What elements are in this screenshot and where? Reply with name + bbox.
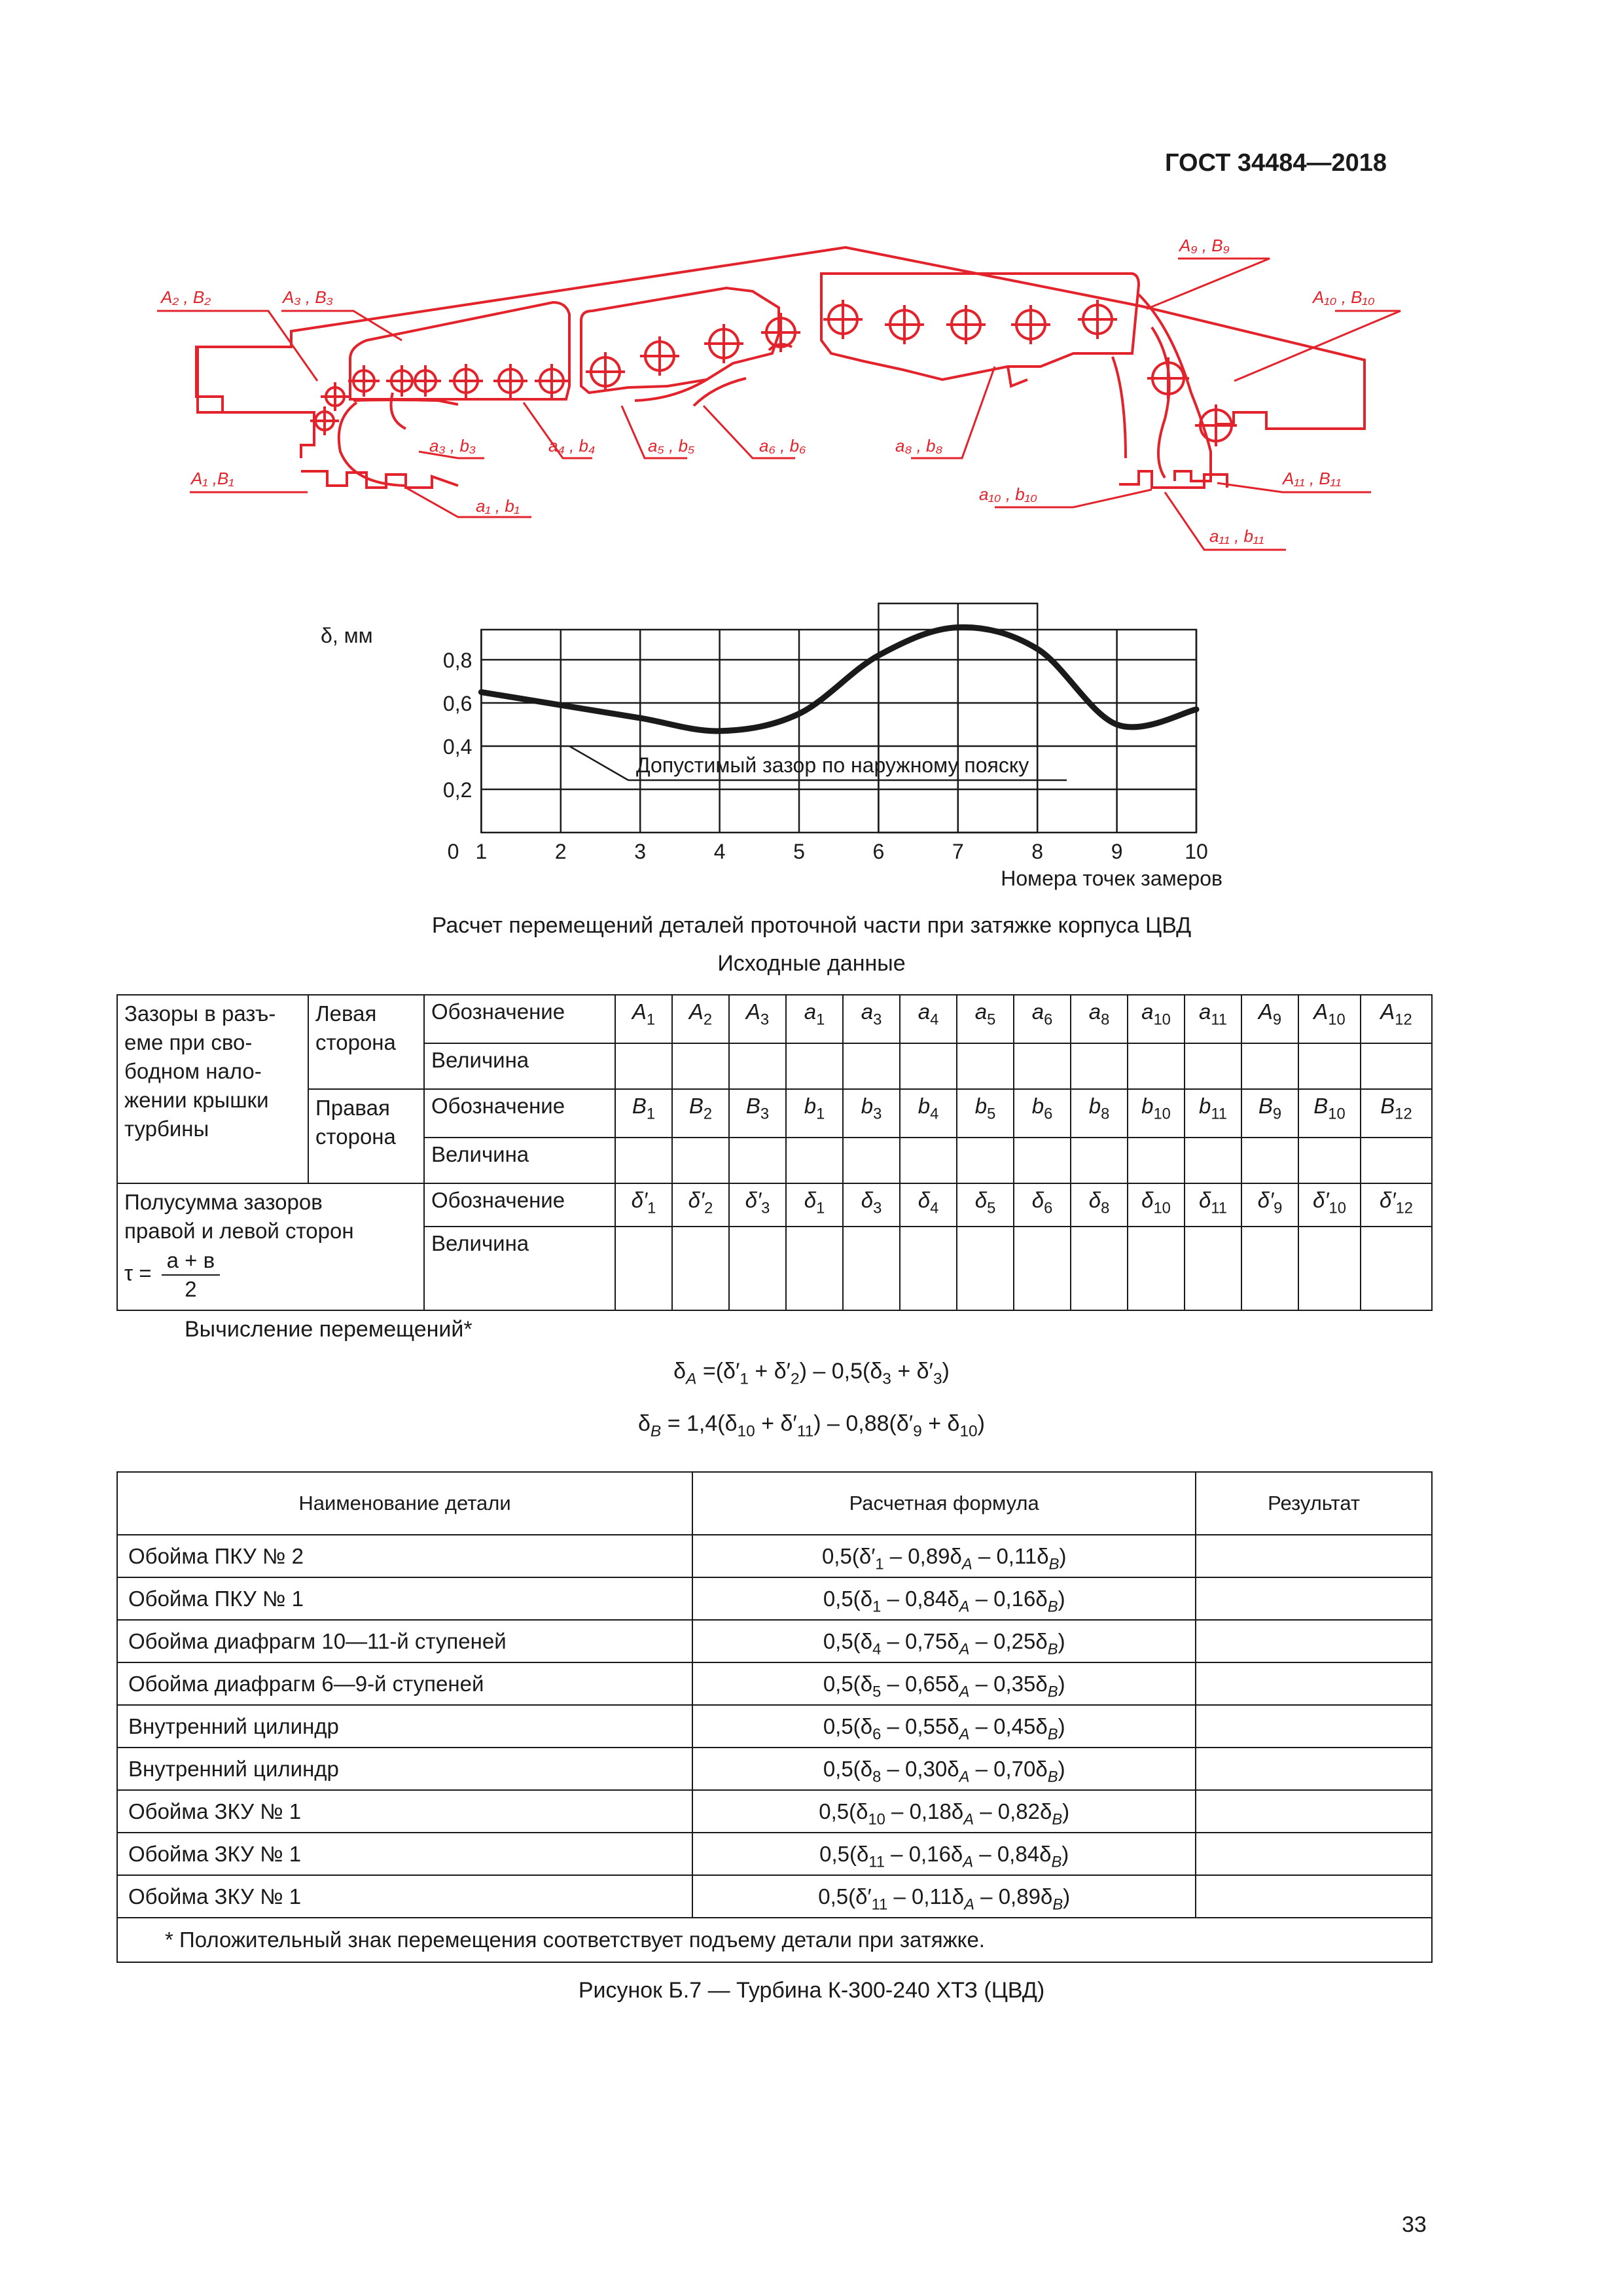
symbol-cell: $b_5$ [957,1089,1014,1138]
symbol-cell: $A_9$ [1241,995,1298,1043]
part-formula: $0,5(\delta_4 - 0,75\delta_A - 0,25\delta_B)$ [692,1620,1196,1662]
symbol-cell: $B_{10}$ [1298,1089,1361,1138]
x-tick-label: 3 [634,840,647,863]
part-formula: $0,5(\delta_6 - 0,55\delta_A - 0,45\delta_B)$ [692,1705,1196,1748]
part-formula: $0,5(\delta_5 - 0,65\delta_A - 0,35\delta_B)$ [692,1662,1196,1705]
part-name: Обойма ЗКУ № 1 [117,1875,692,1918]
bolt-icon [410,365,441,397]
bolt-icon [348,365,380,397]
symbol-cell: $a_{10}$ [1128,995,1185,1043]
x-tick-label: 10 [1185,840,1208,863]
symbol-cell: $\delta_4$ [900,1183,957,1227]
chart-annotation: Допустимый зазор по наружному пояску [636,753,1029,777]
symbol-cell: $b_4$ [900,1089,957,1138]
symbol-cell: $\delta'_3$ [729,1183,786,1227]
formula-delta-A: $\delta_A =(\delta'_1 + \delta'_2) - 0,5(\delta_3 + \delta'_3)$ [673,1359,950,1388]
label-a8-b8: a₈ , b₈ [895,436,943,456]
symbol-cell: $b_6$ [1014,1089,1071,1138]
part-result [1196,1620,1432,1662]
symbol-cell: $A_{10}$ [1298,995,1361,1043]
label-A9-B9: A₉ , B₉ [1179,236,1230,255]
label-A11-B11: A₁₁ , B₁₁ [1283,469,1342,488]
y-tick-label: 0,8 [442,649,473,672]
bolt-icon [761,313,800,352]
label-a1-b1: a₁ , b₁ [476,496,520,516]
symbol-cell: $\delta_{10}$ [1128,1183,1185,1227]
x-tick-label: 5 [793,840,805,863]
initial-data-table [116,994,1433,1311]
label-a6-b6: a₆ , b₆ [759,436,806,456]
symbol-cell: $\delta'_{12}$ [1361,1183,1432,1227]
symbol-cell: $a_{11}$ [1185,995,1241,1043]
label-A2-B2: A₂ , B₂ [161,287,211,307]
bolt-icon [823,300,863,339]
symbol-cell: $\delta'_{10}$ [1298,1183,1361,1227]
x-tick-label: 1 [475,840,488,863]
table-row [117,1535,1432,1577]
calc-label: Вычисление перемещений* [185,1317,473,1342]
symbol-cell: $B_9$ [1241,1089,1298,1138]
bolt-icon [885,305,924,344]
tau-formula: τ = $\frac{а + в}{2}$ [124,1247,417,1303]
x-tick-label: 2 [554,840,567,863]
document-number: ГОСТ 34484—2018 [1165,149,1387,177]
part-result [1196,1833,1432,1875]
designation-label: Обозначение [424,995,615,1043]
part-result [1196,1577,1432,1620]
figure-caption: Рисунок Б.7 — Турбина К-300-240 ХТЗ (ЦВД) [578,1978,1045,2003]
gaps-label-cell [117,995,308,1183]
symbol-cell: $b_1$ [786,1089,843,1138]
table-row [117,1662,1432,1705]
bolt-icon [640,336,679,376]
turbine-diagram [161,232,1427,560]
chart-ylabel: δ, мм [321,624,373,647]
chart-xlabel: Номера точек замеров [1001,867,1222,890]
symbol-cell: $\delta_{11}$ [1185,1183,1241,1227]
header-part-name: Наименование детали [117,1472,692,1535]
x-tick-label: 8 [1031,840,1044,863]
part-formula: $0,5(\delta_1 - 0,84\delta_A - 0,16\delta_B)$ [692,1577,1196,1620]
symbol-cell: $B_3$ [729,1089,786,1138]
gap-series-line [481,627,1196,731]
symbol-cell: $a_1$ [786,995,843,1043]
x-tick-label: 6 [872,840,885,863]
table-row [117,1620,1432,1662]
calc-title: Расчет перемещений деталей проточной части при затяжке корпуса ЦВД [431,913,1192,938]
symbol-cell: $b_8$ [1071,1089,1128,1138]
part-name: Обойма ПКУ № 1 [117,1577,692,1620]
right-side-label: Правая сторона [308,1089,424,1183]
symbol-cell: $a_5$ [957,995,1014,1043]
label-A1-B1: A₁ ,B₁ [191,469,234,488]
label-A10-B10: A₁₀ , B₁₀ [1313,287,1375,307]
bolt-icon [586,352,625,391]
symbol-cell: $\delta_1$ [786,1183,843,1227]
gap-chart [301,569,1243,910]
bolt-icon [1078,300,1117,339]
table-row [117,1748,1432,1790]
initial-data-title: Исходные данные [717,951,906,976]
part-result [1196,1790,1432,1833]
leader-lines [157,259,1400,550]
value-label: Величина [424,1227,615,1310]
table-row [117,1790,1432,1833]
symbol-cell: $A_{12}$ [1361,995,1432,1043]
part-result [1196,1875,1432,1918]
header-result: Результат [1196,1472,1432,1535]
symbol-cell: $a_4$ [900,995,957,1043]
part-name: Внутренний цилиндр [117,1748,692,1790]
label-a11-b11: a₁₁ , b₁₁ [1209,526,1264,546]
part-result [1196,1748,1432,1790]
part-name: Обойма диафрагм 6—9-й ступеней [117,1662,692,1705]
bolt-icon [535,364,569,398]
designation-label: Обозначение [424,1183,615,1227]
symbol-cell: $A_3$ [729,995,786,1043]
symbol-cell: $a_8$ [1071,995,1128,1043]
bolt-holes [310,300,1237,446]
symbol-cell: $\delta'_1$ [615,1183,672,1227]
part-name: Обойма ЗКУ № 1 [117,1833,692,1875]
part-formula: $0,5(\delta'_{11} - 0,11\delta_A - 0,89\delta_B)$ [692,1875,1196,1918]
formula-delta-B: $\delta_B = 1,4(\delta_{10} + \delta'_{11}) - 0,88(\delta'_9 + \delta_{10})$ [637,1411,985,1441]
symbol-cell: $\delta_8$ [1071,1183,1128,1227]
label-a3-b3: a₃ , b₃ [429,436,476,456]
part-name: Обойма ПКУ № 2 [117,1535,692,1577]
value-label: Величина [424,1138,615,1183]
y-tick-label: 0,4 [442,735,473,759]
bolt-icon [449,364,483,398]
symbol-cell: $b_3$ [843,1089,900,1138]
symbol-cell: $B_2$ [672,1089,729,1138]
y-tick-label: 0,6 [442,692,473,715]
table-row [117,1833,1432,1875]
label-A3-B3: A₃ , B₃ [283,287,333,307]
displacement-table [116,1471,1433,1963]
symbol-cell: $a_6$ [1014,995,1071,1043]
y-tick-label: 0 [447,840,459,863]
annotation-leader [569,746,628,780]
symbol-cell: $B_{12}$ [1361,1089,1432,1138]
part-result [1196,1705,1432,1748]
symbol-cell: $\delta_3$ [843,1183,900,1227]
symbol-cell: $a_3$ [843,995,900,1043]
part-formula: $0,5(\delta'_1 - 0,89\delta_A - 0,11\delta_B)$ [692,1535,1196,1577]
x-tick-label: 7 [952,840,964,863]
part-name: Обойма ЗКУ № 1 [117,1790,692,1833]
table-row [117,1577,1432,1620]
designation-label: Обозначение [424,1089,615,1138]
gaps-label: Зазоры в разъ- еме при сво- бодном нало- жении крышки турбины [124,1001,276,1141]
symbol-cell: $b_{10}$ [1128,1089,1185,1138]
x-tick-label: 4 [713,840,726,863]
symbol-cell: $B_1$ [615,1089,672,1138]
part-formula: $0,5(\delta_{10} - 0,18\delta_A - 0,82\delta_B)$ [692,1790,1196,1833]
label-a4-b4: a₄ , b₄ [548,436,596,456]
table-row [117,1875,1432,1918]
bolt-icon [946,305,986,344]
bolt-icon [704,324,743,363]
page-number: 33 [1402,2212,1427,2237]
bolt-icon [1011,305,1050,344]
half-sum-label: Полусумма зазоров правой и левой сторон τ = $\frac{а + в}{2}$ [117,1183,424,1310]
bolt-icon [1195,404,1237,446]
part-name: Внутренний цилиндр [117,1705,692,1748]
symbol-cell: $A_1$ [615,995,672,1043]
part-formula: $0,5(\delta_{11} - 0,16\delta_A - 0,84\delta_B)$ [692,1833,1196,1875]
symbol-cell: $\delta_5$ [957,1183,1014,1227]
y-tick-label: 0,2 [442,778,473,802]
symbol-cell: $\delta'_2$ [672,1183,729,1227]
symbol-cell: $\delta_6$ [1014,1183,1071,1227]
label-a10-b10: a₁₀ , b₁₀ [979,484,1037,504]
header-formula: Расчетная формула [692,1472,1196,1535]
symbol-cell: $A_2$ [672,995,729,1043]
part-result [1196,1535,1432,1577]
symbol-cell: $\delta'_9$ [1241,1183,1298,1227]
bolt-icon [493,364,527,398]
value-label: Величина [424,1043,615,1089]
bolt-icon [1147,357,1189,399]
footnote: * Положительный знак перемещения соответствует подъему детали при затяжке. [117,1918,1432,1962]
part-formula: $0,5(\delta_8 - 0,30\delta_A - 0,70\delta_B)$ [692,1748,1196,1790]
x-tick-label: 9 [1111,840,1123,863]
left-side-label: Левая сторона [308,995,424,1089]
part-result [1196,1662,1432,1705]
symbol-cell: $b_{11}$ [1185,1089,1241,1138]
label-a5-b5: a₅ , b₅ [648,436,695,456]
part-name: Обойма диафрагм 10—11-й ступеней [117,1620,692,1662]
table-row [117,1705,1432,1748]
